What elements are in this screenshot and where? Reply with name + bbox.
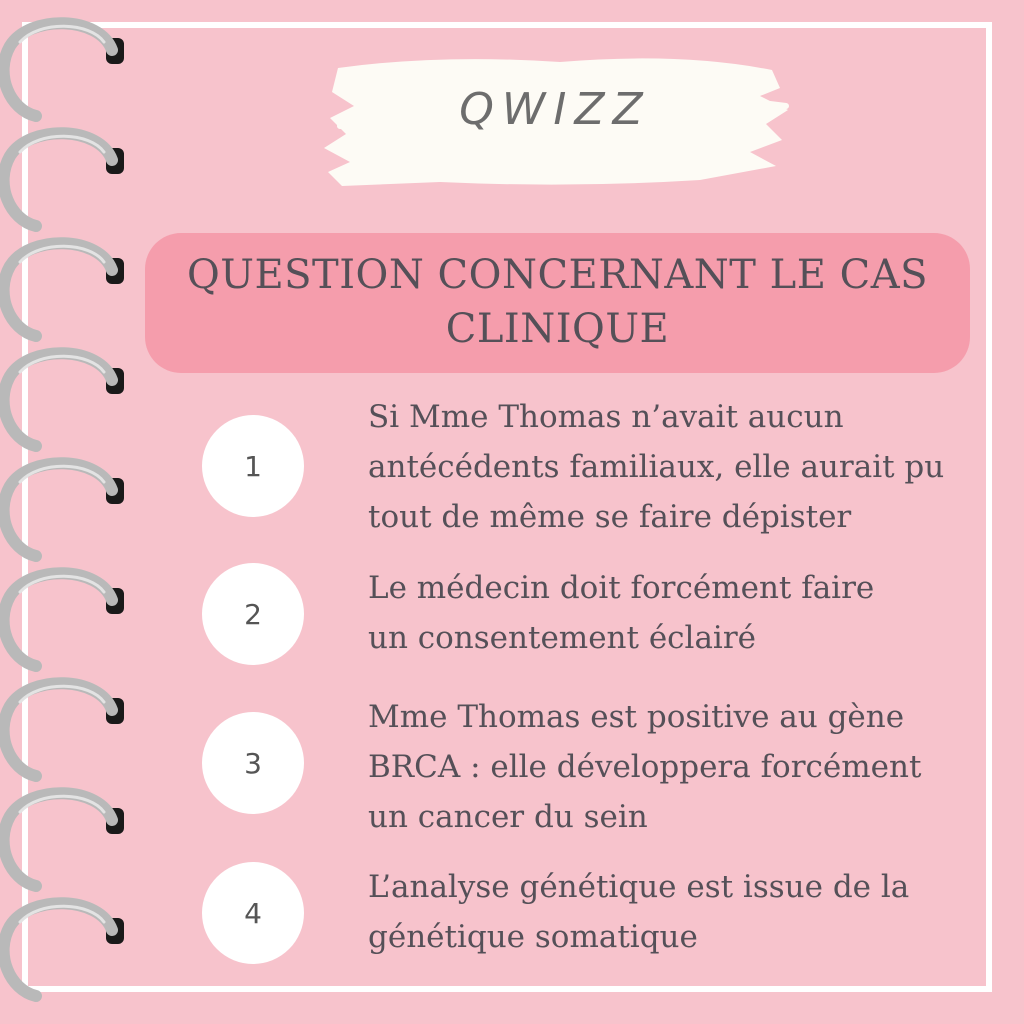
- question-text-1: Si Mme Thomas n’avait aucun antécédents familiaux, elle aurait pu tout de même se faire dépister: [368, 399, 945, 535]
- binding-ring: [4, 903, 112, 996]
- binding-ring: [4, 683, 112, 776]
- binding-ring: [4, 243, 112, 336]
- question-text-3: Mme Thomas est positive au gène BRCA : elle développera forcément un cancer du sein: [368, 699, 922, 835]
- binding-ring: [4, 353, 112, 446]
- binding-ring: [4, 793, 112, 886]
- heading-title: QUESTION CONCERNANT LE CAS CLINIQUE: [186, 252, 929, 352]
- binding-ring: [4, 463, 112, 556]
- question-text-4: L’analyse génétique est issue de la génétique somatique: [368, 869, 910, 955]
- question-text-2: Le médecin doit forcément faire un consentement éclairé: [368, 570, 875, 656]
- question-number-4: 4: [202, 862, 304, 964]
- binding-ring: [4, 23, 112, 116]
- question-number-1: 1: [202, 415, 304, 517]
- question-number-3: 3: [202, 712, 304, 814]
- spiral-binding-icon: [0, 0, 140, 1024]
- binding-ring: [4, 573, 112, 666]
- binding-ring: [4, 133, 112, 226]
- quiz-title: QWIZZ: [459, 84, 651, 135]
- question-number-2: 2: [202, 563, 304, 665]
